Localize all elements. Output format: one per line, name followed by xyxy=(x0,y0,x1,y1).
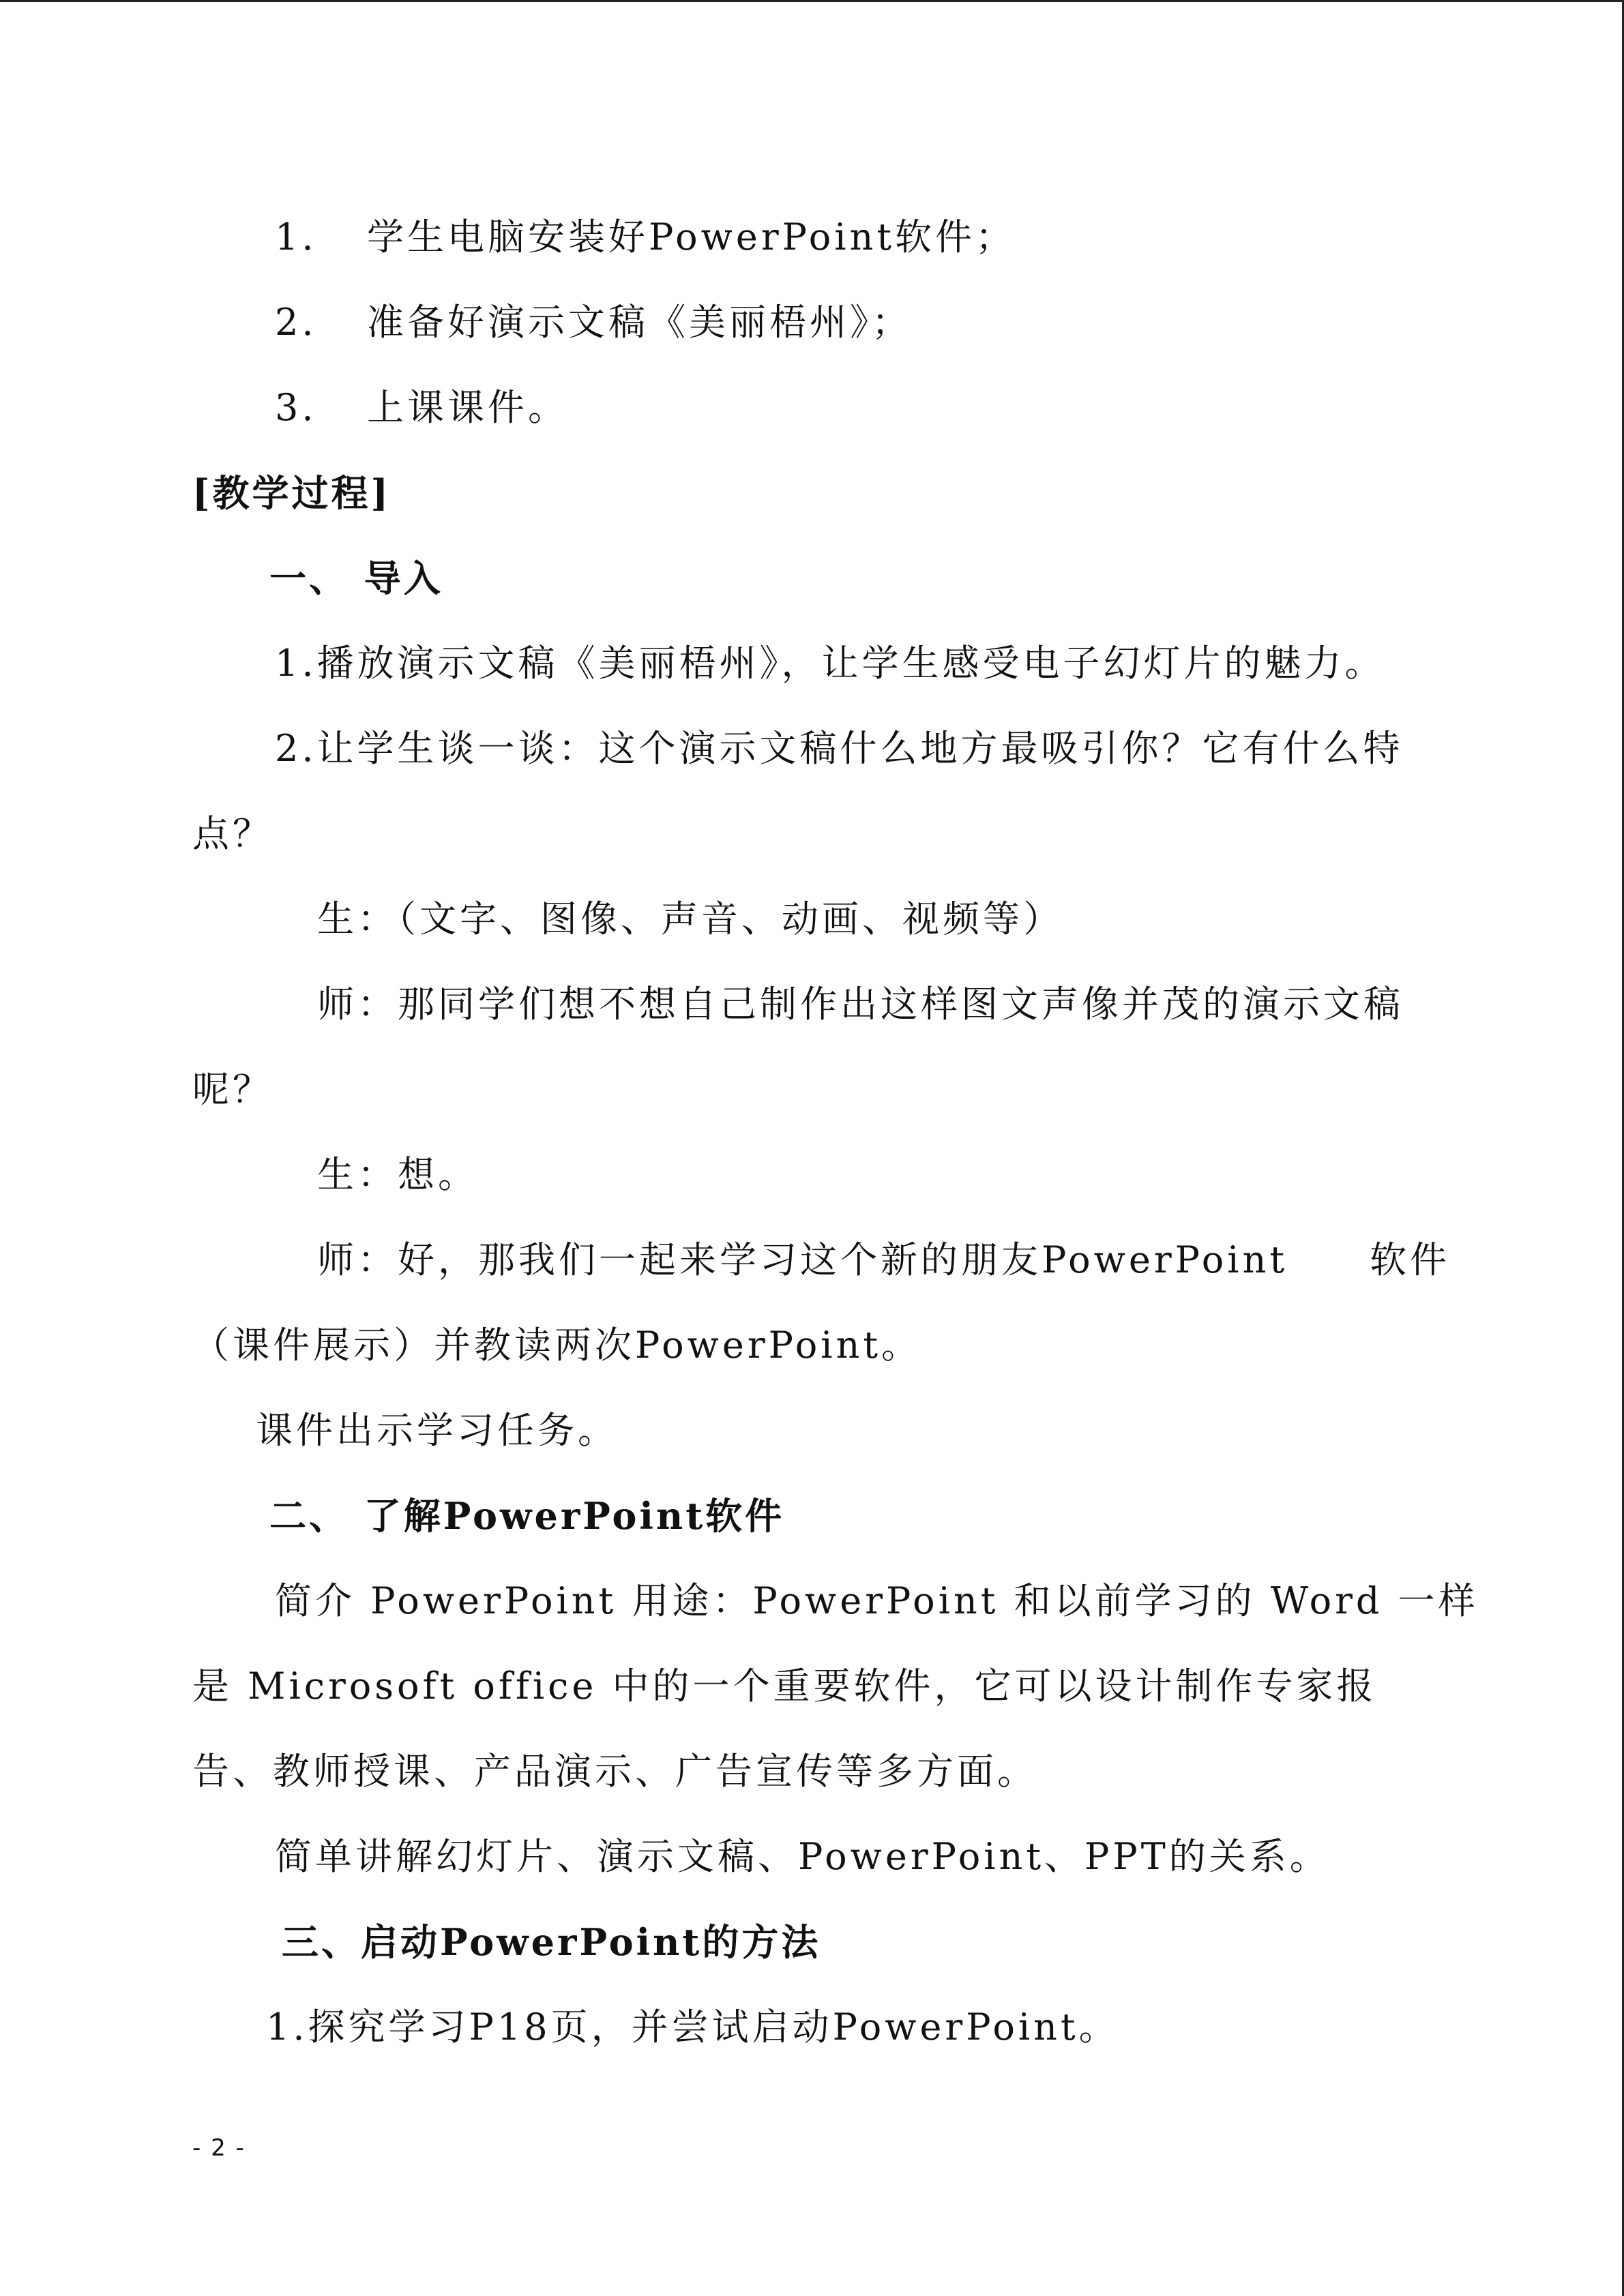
teacher-line-2a xyxy=(317,1236,1450,1284)
part2-intro-line3: 告、教师授课、产品演示、广告宣传等多方面。 xyxy=(192,1750,1037,1793)
teacher-line-1b: 呢？ xyxy=(192,1068,273,1111)
prep-list-item xyxy=(275,299,912,346)
part1-item2-line1: 2.让学生谈一谈：这个演示文稿什么地方最吸引你？它有什么特 xyxy=(275,727,1404,770)
part3-heading: 三、启动PowerPoint的方法 xyxy=(282,1920,821,1964)
part2-relation-line: 简单讲解幻灯片、演示文稿、PowerPoint、PPT的关系。 xyxy=(275,1835,1330,1878)
part2-heading: 二、 了解PowerPoint软件 xyxy=(269,1494,785,1538)
part1-item1: 1.播放演示文稿《美丽梧州》，让学生感受电子幻灯片的魅力。 xyxy=(275,642,1385,685)
part1-item2-line2: 点？ xyxy=(192,812,273,855)
prep-list-number: 2. xyxy=(275,301,317,344)
teacher-line-2a-end: 软件 xyxy=(1370,1238,1451,1281)
prep-list-text: 上课课件。 xyxy=(367,386,568,429)
page-border-top xyxy=(0,0,1624,2)
part3-item1: 1.探究学习P18页，并尝试启动PowerPoint。 xyxy=(266,2006,1119,2048)
part2-intro-line2: 是 Microsoft office 中的一个重要软件，它可以设计制作专家报 xyxy=(192,1665,1377,1708)
prep-list-text: 准备好演示文稿《美丽梧州》； xyxy=(367,301,912,344)
prep-list-text: 学生电脑安装好PowerPoint软件； xyxy=(367,215,1016,258)
teacher-line-2a-main: 师：好，那我们一起来学习这个新的朋友PowerPoint xyxy=(317,1238,1288,1281)
page-number: - 2 - xyxy=(192,2134,246,2162)
student-reply-1: 生：（文字、图像、声音、动画、视频等） xyxy=(317,897,1063,940)
part1-heading: 一、 导入 xyxy=(269,556,443,600)
section-title-process: [教学过程] xyxy=(192,471,392,515)
prep-list-number: 3. xyxy=(275,386,317,429)
prep-list-item xyxy=(275,213,1016,261)
prep-list-number: 1. xyxy=(275,215,317,258)
part2-intro-line1: 简介 PowerPoint 用途：PowerPoint 和以前学习的 Word 一样 xyxy=(275,1579,1479,1622)
teacher-line-2b: （课件展示）并教读两次PowerPoint。 xyxy=(192,1324,922,1367)
student-reply-2: 生：想。 xyxy=(317,1153,478,1196)
task-line: 课件出示学习任务。 xyxy=(256,1409,618,1452)
teacher-line-1a: 师：那同学们想不想自己制作出这样图文声像并茂的演示文稿 xyxy=(317,983,1404,1026)
prep-list-item xyxy=(275,384,568,432)
